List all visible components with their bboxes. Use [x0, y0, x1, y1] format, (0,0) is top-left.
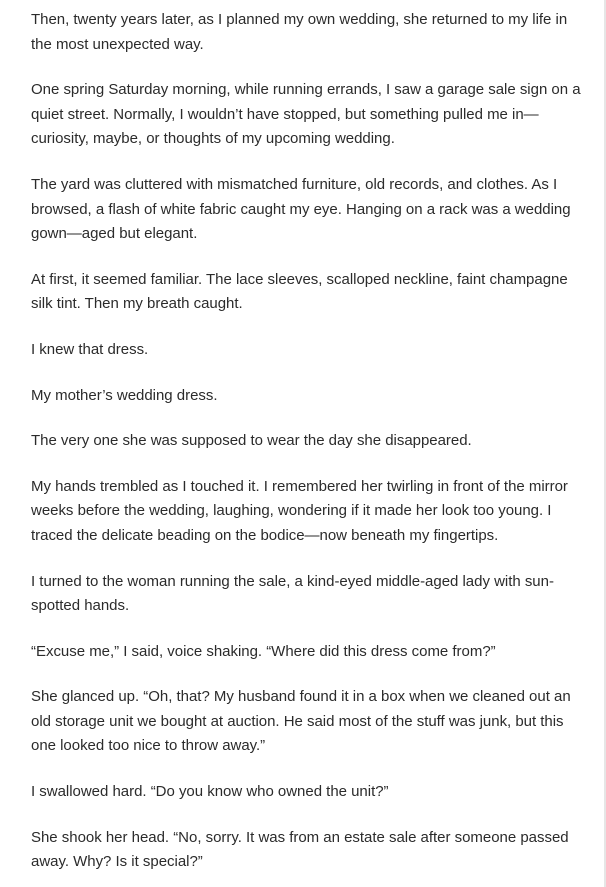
paragraph: The yard was cluttered with mismatched furniture, old records, and clothes. As I browsed, a flash of white fabric caught my eye. Hanging on a rack was a wedding gown—aged but elegant.	[31, 175, 571, 243]
article-body	[31, 8, 583, 887]
paragraph: One spring Saturday morning, while running errands, I saw a garage sale sign on a quiet street. Normally, I wouldn’t have stopped, but something pulled me in—curiosity, maybe, or thoughts of my upcoming wedding.	[31, 81, 581, 148]
paragraph: I knew that dress.	[31, 340, 149, 358]
paragraph: The very one she was supposed to wear the day she disappeared.	[31, 432, 472, 450]
paragraph: Then, twenty years later, as I planned my own wedding, she returned to my life in the most unexpected way.	[31, 11, 568, 53]
paragraph: I turned to the woman running the sale, a kind-eyed middle-aged lady with sun-spotted hands.	[31, 572, 554, 615]
paragraph: At first, it seemed familiar. The lace sleeves, scalloped neckline, faint champagne silk tint. Then my breath caught.	[31, 270, 568, 313]
paragraph: She glanced up. “Oh, that? My husband found it in a box when we cleaned out an old storage unit we bought at auction. He said most of the stuff was junk, but this one looked too nice to throw away.”	[31, 688, 571, 755]
paragraph: I swallowed hard. “Do you know who owned the unit?”	[31, 783, 389, 801]
paragraph: She shook her head. “No, sorry. It was from an estate sale after someone passed away. Why? Is it special?”	[31, 828, 569, 871]
paragraph: My mother’s wedding dress.	[31, 386, 218, 404]
paragraph: My hands trembled as I touched it. I remembered her twirling in front of the mirror weeks before the wedding, laughing, wondering if it made her look too young. I traced the delicate beading on the bodice—now beneath my fingertips.	[31, 477, 568, 544]
paragraph: “Excuse me,” I said, voice shaking. “Where did this dress come from?”	[31, 642, 496, 660]
